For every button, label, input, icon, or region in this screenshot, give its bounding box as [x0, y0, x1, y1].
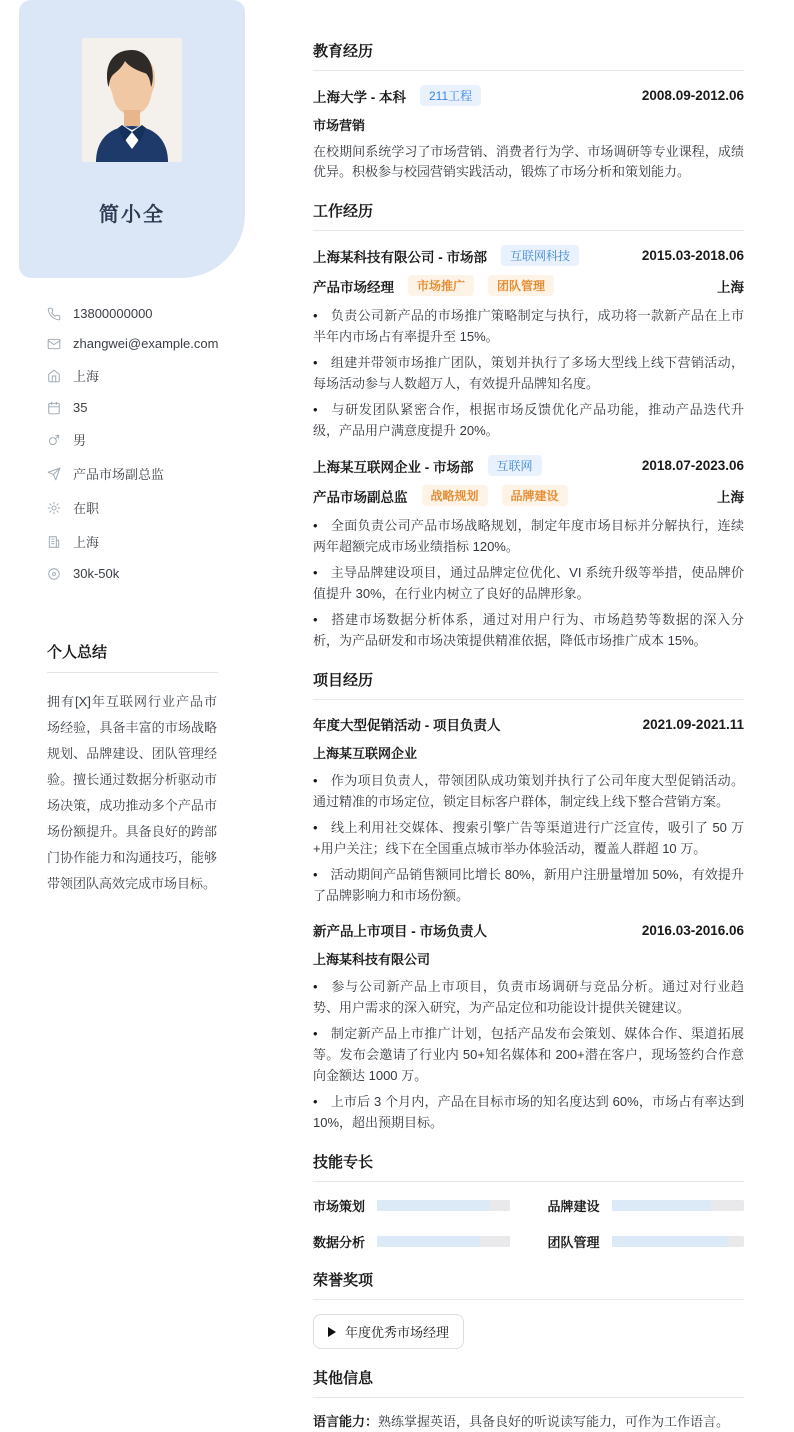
skill-bar-fill [612, 1200, 711, 1211]
other-section-title: 其他信息 [313, 1367, 744, 1398]
skill-item [313, 1196, 510, 1215]
other-info-section [313, 1367, 744, 1432]
honor-item-label: 年度优秀市场经理 [345, 1325, 450, 1340]
phone-icon [47, 307, 61, 321]
contact-gender-value: 男 [73, 433, 87, 448]
skill-name: 市场策划 [313, 1199, 366, 1214]
work-date: 2018.07-2023.06 [641, 458, 744, 473]
project-bullet: • 参与公司新产品上市项目，负责市场调研与竞品分析。通过对行业趋势、用户需求的深入研究，为产品定位和功能设计提供关键建议。 [313, 976, 744, 1018]
work-role: 产品市场经理 [313, 279, 394, 295]
projects-section [313, 669, 744, 1133]
work-section-title: 工作经历 [313, 200, 744, 231]
gender-icon [47, 433, 61, 447]
work-date: 2015.03-2018.06 [641, 248, 744, 263]
project-bullet: • 制定新产品上市推广计划，包括产品发布会策划、媒体合作、渠道拓展等。发布会邀请了行业内 50+知名媒体和 200+潜在客户，现场签约合作意向金额达 1000 万。 [313, 1023, 744, 1086]
skill-bar [612, 1236, 745, 1247]
contact-phone [47, 306, 217, 321]
work-industry-badge: 互联网 [488, 455, 542, 476]
candidate-name: 简小全 [99, 204, 165, 226]
honors-section [313, 1269, 744, 1349]
work-bullet: • 负责公司新产品的市场推广策略制定与执行，成功将一款新产品在上市半年内市场占有率提升至 15%。 [313, 305, 744, 347]
contact-phone-value: 13800000000 [73, 306, 153, 321]
contact-position-value: 产品市场副总监 [73, 467, 165, 482]
language-ability-line [313, 1412, 744, 1432]
honors-section-title: 荣誉奖项 [313, 1269, 744, 1300]
work-role: 产品市场副总监 [313, 489, 408, 505]
work-tag: 品牌建设 [502, 485, 568, 506]
project-company: 上海某互联网企业 [313, 746, 418, 761]
contact-salary-value: 30k-50k [73, 566, 120, 581]
skill-name: 团队管理 [547, 1235, 600, 1250]
project-entry [313, 714, 744, 906]
education-section-title: 教育经历 [313, 40, 744, 71]
work-location: 上海 [717, 489, 744, 505]
work-bullet: • 搭建市场数据分析体系，通过对用户行为、市场趋势等数据的深入分析，为产品研发和市场决策提供精准依据，降低市场推广成本 15%。 [313, 609, 744, 651]
work-bullet: • 组建并带领市场推广团队，策划并执行了多场大型线上线下营销活动，每场活动参与人数超万人，有效提升品牌知名度。 [313, 352, 744, 394]
project-bullet: • 线上利用社交媒体、搜索引擎广告等渠道进行广泛宣传，吸引了 50 万+用户关注；线下在全国重点城市举办体验活动，覆盖人群超 10 万。 [313, 817, 744, 859]
contact-gender [47, 430, 217, 449]
project-bullet: • 上市后 3 个月内，产品在目标市场的知名度达到 60%，市场占有率达到 10%，超出预期目标。 [313, 1091, 744, 1133]
work-bullet: • 全面负责公司产品市场战略规划，制定年度市场目标并分解执行，连续两年超额完成市场业绩指标 120%。 [313, 515, 744, 557]
skill-item [313, 1232, 510, 1251]
language-ability-text: 熟练掌握英语，具备良好的听说读写能力，可作为工作语言。 [378, 1414, 730, 1429]
work-tag: 战略规划 [422, 485, 488, 506]
education-major: 市场营销 [313, 118, 366, 133]
work-tag: 市场推广 [408, 275, 474, 296]
contact-age-value: 35 [73, 400, 88, 415]
contact-list [19, 306, 245, 581]
sidebar [19, 0, 245, 1354]
project-name: 年度大型促销活动 - 项目负责人 [313, 718, 501, 733]
portrait-illustration [82, 38, 182, 162]
contact-email [47, 336, 217, 351]
skill-bar-fill [377, 1236, 480, 1247]
work-industry-badge: 互联网科技 [501, 245, 579, 266]
skill-name: 品牌建设 [547, 1199, 600, 1214]
skills-grid [313, 1196, 744, 1251]
position-icon [47, 467, 61, 481]
contact-salary [47, 566, 217, 581]
work-company: 上海某互联网企业 - 市场部 [313, 459, 474, 475]
city-building-icon [47, 535, 61, 549]
profile-photo [82, 38, 182, 162]
project-entry [313, 920, 744, 1133]
contact-status [47, 498, 217, 517]
main-content [313, 0, 744, 1429]
education-description: 在校期间系统学习了市场营销、消费者行为学、市场调研等专业课程，成绩优异。积极参与校园营销实践活动，锻炼了市场分析和策划能力。 [313, 144, 744, 179]
skill-item [548, 1232, 745, 1251]
skill-name: 数据分析 [313, 1235, 366, 1250]
project-date: 2021.09-2021.11 [642, 716, 744, 732]
work-company: 上海某科技有限公司 - 市场部 [313, 249, 487, 265]
contact-home [47, 366, 217, 385]
skill-bar [377, 1236, 510, 1247]
skill-item [548, 1196, 745, 1215]
play-triangle-icon [328, 1327, 336, 1337]
skill-bar [377, 1200, 510, 1211]
contact-position [47, 464, 217, 483]
work-location: 上海 [717, 279, 744, 295]
skill-bar-fill [612, 1236, 729, 1247]
education-badge: 211工程 [420, 85, 481, 106]
skill-bar-fill [377, 1200, 490, 1211]
language-ability-label: 语言能力： [313, 1414, 379, 1429]
contact-city [47, 532, 217, 551]
email-icon [47, 337, 61, 351]
project-date: 2016.03-2016.06 [641, 922, 744, 938]
project-company: 上海某科技有限公司 [313, 952, 431, 967]
project-bullet: • 活动期间产品销售额同比增长 80%，新用户注册量增加 50%，有效提升了品牌影响力和市场份额。 [313, 864, 744, 906]
home-icon [47, 369, 61, 383]
project-bullet: • 作为项目负责人，带领团队成功策划并执行了公司年度大型促销活动。通过精准的市场定位，锁定目标客户群体，制定线上线下整合营销方案。 [313, 770, 744, 812]
salary-target-icon [47, 567, 61, 581]
education-entry [313, 85, 744, 182]
work-entry [313, 455, 744, 651]
education-school: 上海大学 - 本科 [313, 89, 406, 105]
work-bullet: • 主导品牌建设项目，通过品牌定位优化、VI 系统升级等举措，使品牌价值提升 30%，在行业内树立了良好的品牌形象。 [313, 562, 744, 604]
summary-text: 拥有[X]年互联网行业产品市场经验，具备丰富的市场战略规划、品牌建设、团队管理经验。擅长通过数据分析驱动市场决策，成功推动多个产品市场份额提升。具备良好的跨部门协作能力和沟通技巧，能够带领团队高效完成市场目标。 [47, 694, 217, 891]
status-gear-icon [47, 501, 61, 515]
project-name: 新产品上市项目 - 市场负责人 [313, 924, 487, 939]
skill-bar [612, 1200, 745, 1211]
age-icon [47, 401, 61, 415]
contact-home-value: 上海 [73, 369, 100, 384]
contact-status-value: 在职 [73, 501, 100, 516]
projects-section-title: 项目经历 [313, 669, 744, 700]
profile-card [19, 0, 245, 278]
education-date: 2008.09-2012.06 [641, 88, 744, 103]
summary-section [19, 641, 245, 897]
skills-section [313, 1151, 744, 1251]
contact-age [47, 400, 217, 415]
education-section [313, 40, 744, 182]
contact-city-value: 上海 [73, 535, 100, 550]
honor-item-button[interactable] [313, 1314, 464, 1349]
work-entry [313, 245, 744, 441]
contact-email-value: zhangwei@example.com [73, 336, 219, 351]
work-bullet: • 与研发团队紧密合作，根据市场反馈优化产品功能，推动产品迭代升级，产品用户满意度提升 20%。 [313, 399, 744, 441]
summary-title: 个人总结 [47, 641, 218, 673]
work-section [313, 200, 744, 651]
skills-section-title: 技能专长 [313, 1151, 744, 1182]
work-tag: 团队管理 [488, 275, 554, 296]
